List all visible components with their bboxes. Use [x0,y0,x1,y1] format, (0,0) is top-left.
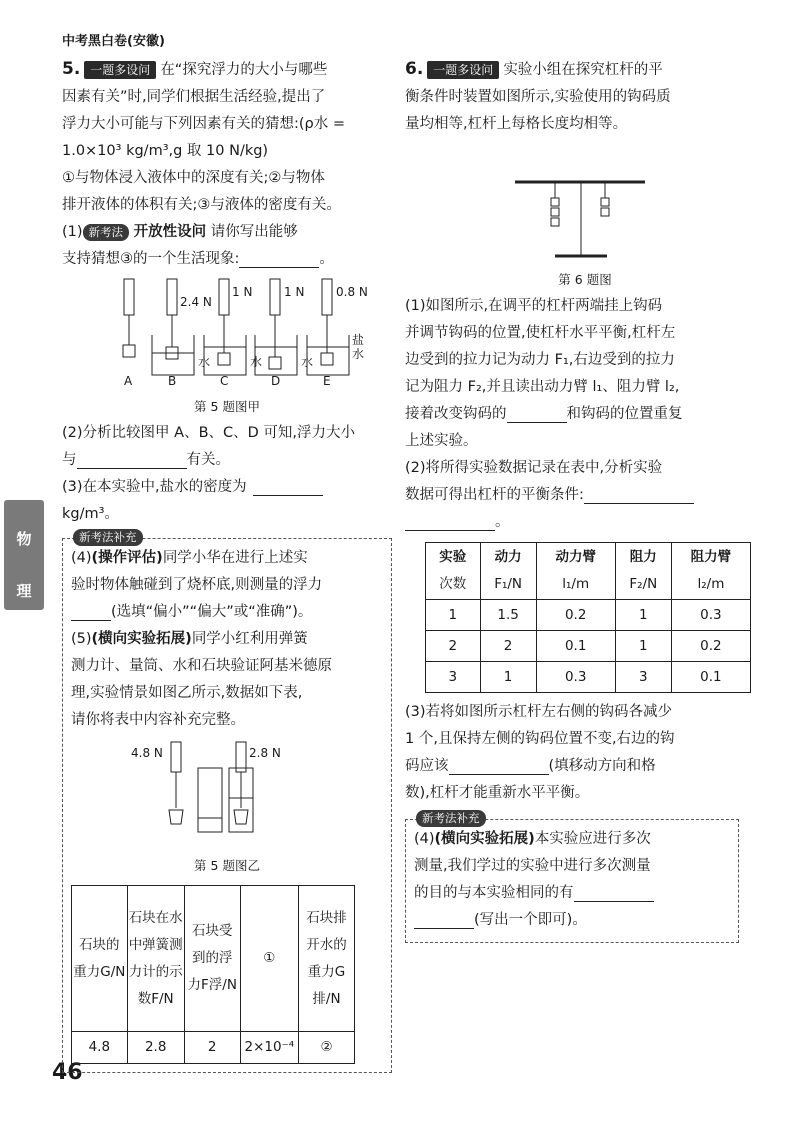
header-main: 动力臂 [555,549,596,565]
q6-supplement-tag: 新考法补充 [416,810,486,827]
q6-stem-1: 实验小组在探究杠杆的平 [503,62,663,78]
table-cell: 4.8 [72,1032,128,1064]
letter-e: E [323,374,331,388]
table-cell: 0.2 [671,631,750,662]
q5-p1-label: (1) [62,224,83,240]
q5-data-table [71,885,355,1064]
q6-tag: 一题多设问 [427,61,499,79]
subject-tab-char-2: 理 [16,582,32,600]
q5-p1-end: 。 [319,251,334,267]
table-header-cell: 石块在水中弹簧测力计的示数F/N [127,886,184,1032]
reading-e: 0.8 N [336,285,368,299]
q6-p4-blank-2[interactable] [414,912,474,929]
figure-6 [405,142,765,262]
q5-supplement-box [62,530,392,1073]
header-main: 动力 [494,549,522,565]
reading-c: 1 N [232,285,253,299]
q6-p1-blank[interactable] [507,406,567,423]
q5-p5-text-4: 请你将表中内容补充完整。 [71,712,245,728]
q6-p3-line-2: 1 个,且保持左侧的钩码位置不变,右边的钩 [405,731,675,747]
figure-6-drawing [405,142,765,262]
q5-p5-text-3: 理,实验情景如图乙所示,数据如下表, [71,685,303,701]
q6-p3-blank[interactable] [449,758,549,775]
liquid-c: 水 [250,355,263,369]
q6-number: 6. [405,59,424,79]
q5-p5-text-2: 测力计、量筒、水和石块验证阿基米德原 [71,658,332,674]
q6-p3-line-4: 数),杠杆才能重新水平平衡。 [405,785,590,801]
header-main: 实验 [439,549,467,565]
table-header-row [426,543,751,600]
table-cell: 3 [615,662,671,693]
q5-p4-label: (4) [71,550,92,566]
figure-5-jia [62,277,392,389]
table-cell: 0.1 [671,662,750,693]
header-main: 阻力 [629,549,657,565]
table-cell: 1 [615,600,671,631]
reading-yi-2: 2.8 N [249,746,281,760]
q5-p4-text-2: 验时物体触碰到了烧杯底,则测量的浮力 [71,577,323,593]
q5-stem-3: 浮力大小可能与下列因素有关的猜想:(ρ水 = [62,116,346,132]
table-cell: 2 [480,631,536,662]
q5-p1-blank[interactable] [239,251,319,268]
table-row [426,662,751,693]
q5-p4-bold: (操作评估) [91,550,163,566]
figure-5-yi [71,738,383,848]
q5-stem-1: 在“探究浮力的大小与哪些 [160,62,328,78]
q6-p4-text-3: 的目的与本实验相同的有 [414,885,574,901]
q6-data-table [425,542,751,693]
q5-p4-text-3: (选填“偏小”“偏大”或“准确”)。 [111,604,313,620]
table-row [426,631,751,662]
q6-p3-line-1: (3)若将如图所示杠杆左右侧的钩码各减少 [405,704,673,720]
q6-p3-line-3a: 码应该 [405,758,449,774]
reading-d: 1 N [284,285,305,299]
q6-p2-line-2: 数据可得出杠杆的平衡条件: [405,487,584,503]
q6-p1-line-3: 边受到的拉力记为动力 F₁,右边受到的拉力 [405,352,675,368]
liquid-e: 盐水 [352,333,365,361]
table-cell: 2.8 [127,1032,184,1064]
q5-p5-text-1: 同学小红利用弹簧 [191,631,308,647]
figure-5-jia-caption: 第 5 题图甲 [194,399,260,414]
reading-b: 2.4 N [180,295,212,309]
q5-p3-unit: kg/m³。 [62,506,119,522]
question-6 [405,56,765,943]
q5-p2-post: 有关。 [186,452,230,468]
page-header: 中考黑白卷(安徽) [62,34,165,49]
q5-p1-tag: 新考法 [83,224,130,241]
q6-p4-label: (4) [414,831,435,847]
question-5 [62,56,392,1073]
table-cell: 2 [426,631,481,662]
table-cell: 0.1 [536,631,615,662]
table-cell: 0.3 [536,662,615,693]
table-header-cell [615,543,671,600]
letter-c: C [220,374,229,388]
table-header-blank-1[interactable]: ① [240,886,298,1032]
q5-hypothesis-2: 排开液体的体积有关;③与液体的密度有关。 [62,197,341,213]
subject-tab [4,500,44,610]
liquid-b: 水 [198,355,211,369]
q6-p1-line-5a: 接着改变钩码的 [405,406,507,422]
header-main: 阻力臂 [690,549,732,565]
q5-hypothesis-1: ①与物体浸入液体中的深度有关;②与物体 [62,170,325,186]
q6-p2-end: 。 [495,514,510,530]
q5-p4-text-1: 同学小华在进行上述实 [162,550,308,566]
table-cell: 1.5 [480,600,536,631]
subject-tab-char-1: 物 [16,530,32,548]
q5-p5-label: (5) [71,631,92,647]
header-sub: F₂/N [629,576,658,592]
q5-p2-blank[interactable] [77,452,187,469]
table-row [72,1032,355,1064]
table-blank-2[interactable]: ② [299,1032,355,1064]
table-cell: 1 [480,662,536,693]
q5-supplement-tag: 新考法补充 [73,529,143,546]
table-header-cell [671,543,750,600]
q5-p2-line1: (2)分析比较图甲 A、B、C、D 可知,浮力大小 [62,425,356,441]
q6-p1-line-5b: 和钩码的位置重复 [566,406,683,422]
letter-a: A [124,374,133,388]
table-cell: 0.3 [671,600,750,631]
q6-stem-2: 衡条件时装置如图所示,实验使用的钩码质 [405,89,671,105]
table-header-row [72,886,355,1032]
q6-p4-bold: (横向实验拓展) [434,831,535,847]
letter-d: D [271,374,281,388]
header-sub: F₁/N [494,576,523,592]
table-header-cell [480,543,536,600]
table-header-cell: 石块受到的浮力F浮/N [184,886,240,1032]
figure-6-caption: 第 6 题图 [558,272,612,287]
q5-p3-line1: (3)在本实验中,盐水的密度为 [62,479,247,495]
table-cell: 0.2 [536,600,615,631]
q6-p2-blank-1[interactable] [584,487,694,504]
q5-number: 5. [62,59,81,79]
q5-p1-text-1: 请你写出能够 [210,224,298,240]
q6-supplement-box [405,811,739,943]
q6-p4-text-2: 测量,我们学过的实验中进行多次测量 [414,858,651,874]
q6-p4-text-4: (写出一个即可)。 [474,912,587,928]
table-header-cell: 石块排开水的重力G排/N [299,886,355,1032]
table-cell: 1 [426,600,481,631]
table-row [426,600,751,631]
q6-p2-line-1: (2)将所得实验数据记录在表中,分析实验 [405,460,663,476]
table-cell: 1 [615,631,671,662]
header-sub: l₁/m [562,576,590,592]
q5-p3-blank[interactable] [253,479,323,496]
liquid-d: 水 [301,355,314,369]
header-sub: 次数 [439,576,467,592]
table-header-cell [426,543,481,600]
table-cell: 3 [426,662,481,693]
q6-stem-3: 量均相等,杠杆上每格长度均相等。 [405,116,628,132]
letter-b: B [168,374,177,388]
q6-p3-line-3b: (填移动方向和格 [548,758,656,774]
table-header-cell: 石块的重力G/N [72,886,128,1032]
q6-p1-line-1: (1)如图所示,在调平的杠杆两端挂上钩码 [405,298,663,314]
page-number: 46 [52,1060,83,1085]
q6-p4-blank-1[interactable] [574,885,654,902]
q5-stem-4: 1.0×10³ kg/m³,g 取 10 N/kg) [62,143,269,159]
q5-p4-blank[interactable] [71,604,111,621]
table-cell: 2 [184,1032,240,1064]
table-cell: 2×10⁻⁴ [240,1032,298,1064]
q5-p2-pre: 与 [62,452,77,468]
figure-5-yi-drawing [71,738,371,848]
q5-p1-text-2: 支持猜想③的一个生活现象: [62,251,240,267]
table-header-cell [536,543,615,600]
q5-stem-2: 因素有关”时,同学们根据生活经验,提出了 [62,89,326,105]
q6-p1-line-6: 上述实验。 [405,433,478,449]
reading-yi-1: 4.8 N [131,746,163,760]
header-sub: l₂/m [697,576,725,592]
figure-5-yi-caption: 第 5 题图乙 [194,858,260,873]
q5-tag: 一题多设问 [84,61,156,79]
q6-p2-blank-2[interactable] [405,514,495,531]
q6-p1-line-4: 记为阻力 F₂,并且读出动力臂 l₁、阻力臂 l₂, [405,379,680,395]
q6-p1-line-2: 并调节钩码的位置,使杠杆水平平衡,杠杆左 [405,325,676,341]
q5-p5-bold: (横向实验拓展) [91,631,192,647]
q5-p1-bold: 开放性设问 [133,224,207,240]
q6-p4-text-1: 本实验应进行多次 [534,831,651,847]
